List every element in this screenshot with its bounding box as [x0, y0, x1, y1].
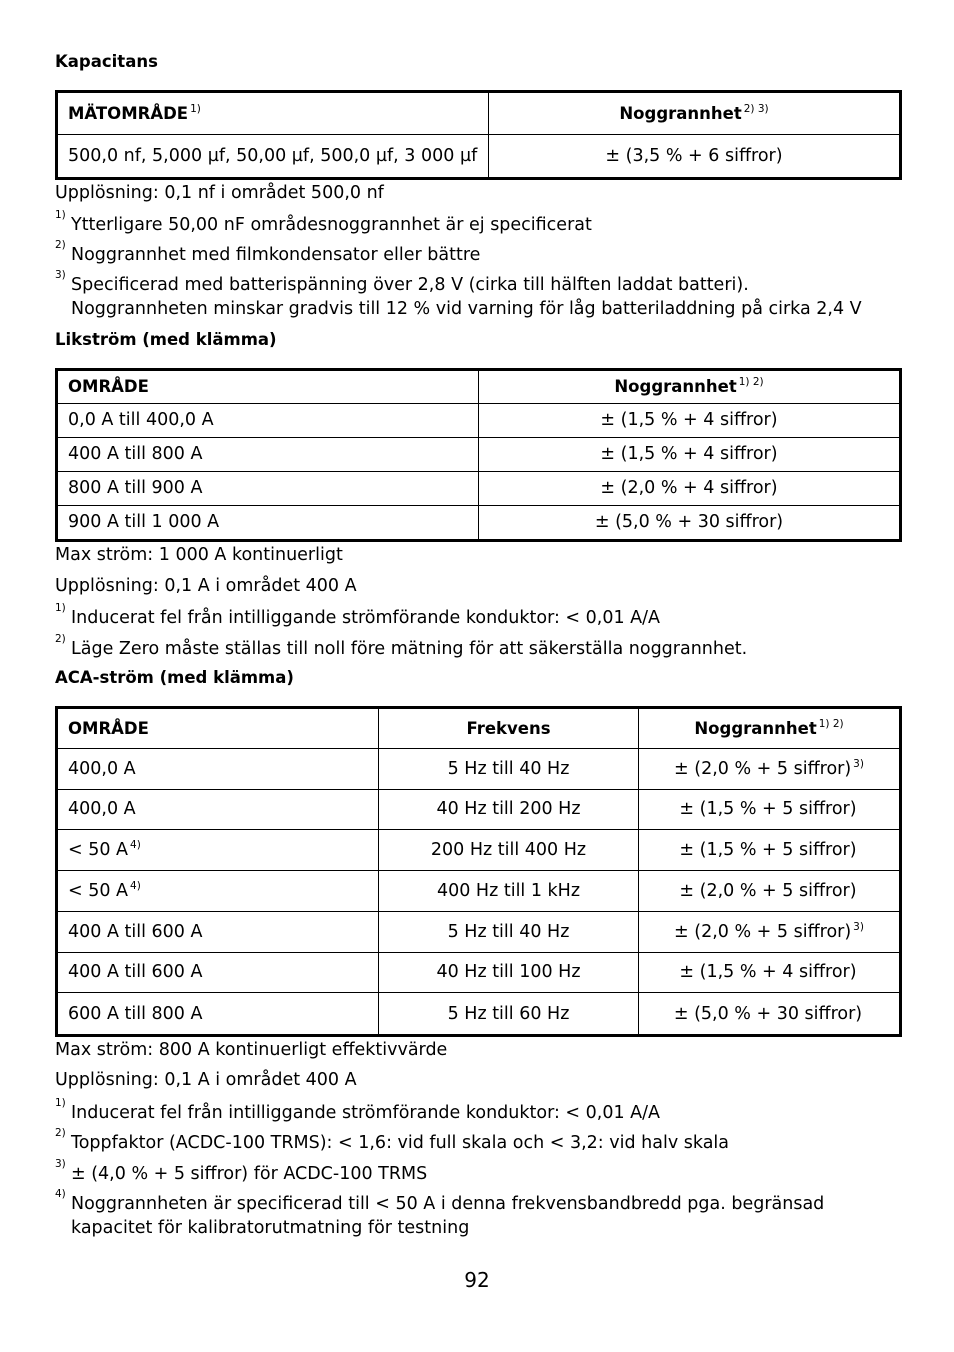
accuracy-cell: ± (3,5 % + 6 siffror) — [489, 135, 901, 179]
frequency-cell: 40 Hz till 100 Hz — [379, 952, 639, 993]
accuracy-cell: ± (5,0 % + 30 siffror) — [479, 505, 901, 541]
accuracy-cell: ± (1,5 % + 5 siffror) — [639, 830, 901, 871]
ac-current-table — [55, 706, 902, 1037]
column-header-frequency: Frekvens — [379, 708, 639, 749]
table-row — [57, 403, 901, 437]
column-header-range: OMRÅDE — [57, 708, 379, 749]
table-row — [57, 911, 901, 952]
table-row — [57, 505, 901, 541]
range-cell: < 50 A $^{4)}$ — [57, 830, 379, 871]
frequency-cell: 200 Hz till 400 Hz — [379, 830, 639, 871]
table-row — [57, 830, 901, 871]
range-cell: 400 A till 600 A — [57, 911, 379, 952]
frequency-cell: 400 Hz till 1 kHz — [379, 871, 639, 912]
ac-max-current: Max ström: 800 A kontinuerligt effektivvärde — [55, 1040, 448, 1060]
accuracy-cell: ± (2,0 % + 4 siffror) — [479, 471, 901, 505]
frequency-cell: 40 Hz till 200 Hz — [379, 789, 639, 830]
table-row — [57, 789, 901, 830]
column-header-accuracy: Noggrannhet $^{1) 2)}$ — [639, 708, 901, 749]
column-header-accuracy: Noggrannhet $^{2) 3)}$ — [489, 92, 901, 135]
range-cell: 800 A till 900 A — [57, 471, 479, 505]
column-header-range: OMRÅDE — [57, 370, 479, 404]
table-row — [57, 993, 901, 1036]
table-header-row — [57, 370, 901, 404]
table-header-row — [57, 708, 901, 749]
frequency-cell: 5 Hz till 40 Hz — [379, 748, 639, 789]
table-row — [57, 748, 901, 789]
range-cell: 400,0 A — [57, 748, 379, 789]
accuracy-cell: ± (1,5 % + 4 siffror) — [479, 437, 901, 471]
range-cell: 400,0 A — [57, 789, 379, 830]
range-cell: 400 A till 800 A — [57, 437, 479, 471]
dc-current-table — [55, 368, 902, 542]
range-cell: 900 A till 1 000 A — [57, 505, 479, 541]
table-row — [57, 952, 901, 993]
table-row — [57, 437, 901, 471]
capacitance-heading: Kapacitans — [55, 52, 158, 71]
column-header-accuracy: Noggrannhet $^{1) 2)}$ — [479, 370, 901, 404]
ac-resolution: Upplösning: 0,1 A i området 400 A — [55, 1070, 357, 1090]
capacitance-resolution: Upplösning: 0,1 nf i området 500,0 nf — [55, 183, 384, 203]
accuracy-cell: ± (2,0 % + 5 siffror) $^{3)}$ — [639, 748, 901, 789]
page-number: 92 — [464, 1268, 490, 1292]
table-row — [57, 471, 901, 505]
table-header-row — [57, 92, 901, 135]
range-cell: 600 A till 800 A — [57, 993, 379, 1036]
capacitance-table — [55, 90, 902, 180]
ac-current-heading: ACA-ström (med klämma) — [55, 668, 294, 687]
range-cell: < 50 A $^{4)}$ — [57, 871, 379, 912]
dc-current-heading: Likström (med klämma) — [55, 330, 277, 349]
accuracy-cell: ± (5,0 % + 30 siffror) — [639, 993, 901, 1036]
range-cell: 500,0 nf, 5,000 µf, 50,00 µf, 500,0 µf, 3 000 µf — [57, 135, 489, 179]
accuracy-cell: ± (1,5 % + 5 siffror) — [639, 789, 901, 830]
frequency-cell: 5 Hz till 40 Hz — [379, 911, 639, 952]
table-row — [57, 135, 901, 179]
column-header-range: MÄTOMRÅDE $^{1)}$ — [57, 92, 489, 135]
dc-max-current: Max ström: 1 000 A kontinuerligt — [55, 545, 343, 565]
accuracy-cell: ± (2,0 % + 5 siffror) $^{3)}$ — [639, 911, 901, 952]
frequency-cell: 5 Hz till 60 Hz — [379, 993, 639, 1036]
accuracy-cell: ± (2,0 % + 5 siffror) — [639, 871, 901, 912]
accuracy-cell: ± (1,5 % + 4 siffror) — [639, 952, 901, 993]
range-cell: 400 A till 600 A — [57, 952, 379, 993]
accuracy-cell: ± (1,5 % + 4 siffror) — [479, 403, 901, 437]
range-cell: 0,0 A till 400,0 A — [57, 403, 479, 437]
dc-resolution: Upplösning: 0,1 A i området 400 A — [55, 576, 357, 596]
table-row — [57, 871, 901, 912]
